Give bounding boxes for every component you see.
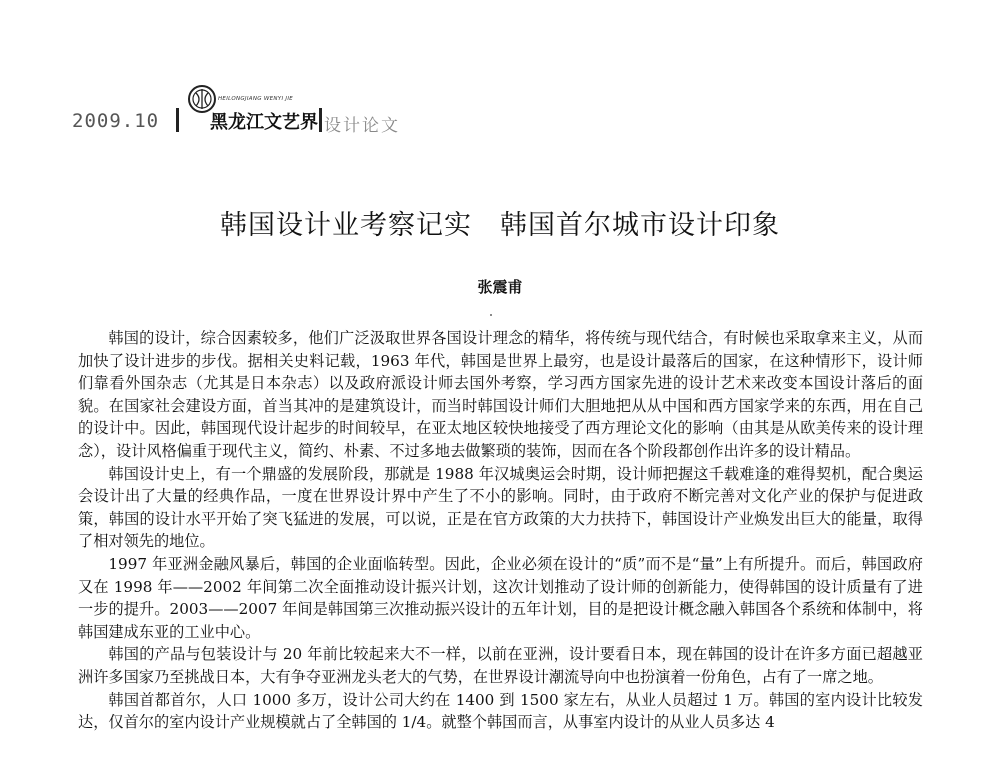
paragraph: 韩国的设计，综合因素较多，他们广泛汲取世界各国设计理念的精华，将传统与现代结合，有时候也采取拿来主义，从而加快了设计进步的步伐。据相关史料记载，1963 年代，韩国是世界上最穷，也是设计最落后的国家，在这种情形下，设计师们靠看外国杂志（尤其是日本杂志）以及政府派设计师去国外考察，学习西方国家先进的设计艺术来改变本国设计落后的面貌。在国家社会建设方面，首当其冲的是建筑设计，而当时韩国设计师们大胆地把从从中国和西方国家学来的东西，用在自己的设计中。因此，韩国现代设计起步的时间较早，在亚太地区较快地接受了西方理论文化的影响（由其是从欧美传来的设计理念），设计风格偏重于现代主义，简约、朴素、不过多地去做繁琐的装饰，因而在各个阶段都创作出许多的设计精品。 (78, 329, 923, 460)
paragraph: 韩国的产品与包装设计与 20 年前比较起来大不一样，以前在亚洲，设计要看日本，现在韩国的设计在许多方面已超越亚洲许多国家乃至挑战日本，大有争夺亚洲龙头老大的气势，在世界设计潮流导向中也扮演着一份角色，占有了一席之地。 (78, 645, 923, 686)
article-author: 张震甫 (477, 278, 523, 296)
paragraph: 韩国设计史上，有一个鼎盛的发展阶段，那就是 1988 年汉城奥运会时期，设计师把握这千载难逢的难得契机，配合奥运会设计出了大量的经典作品，一度在世界设计界中产生了不小的影响。同时，由于政府不断完善对文化产业的保护与促进政策，韩国的设计水平开始了突飞猛进的发展，可以说，正是在官方政策的大力扶持下，韩国设计产业焕发出巨大的能量，取得了相对领先的地位。 (78, 464, 923, 551)
separator-dot (490, 314, 492, 316)
paragraph: 韩国首都首尔，人口 1000 多万，设计公司大约在 1400 到 1500 家左右，从业人员超过 1 万。韩国的室内设计比较发达，仅首尔的室内设计产业规模就占了全韩国的 1/4。就整个韩国而言，从事室内设计的从业人员多达 4 (78, 690, 923, 732)
issue-code: 2009.10 (72, 110, 160, 132)
journal-header (72, 84, 492, 134)
article-body (78, 327, 923, 760)
header-divider (319, 108, 322, 132)
article-title: 韩国设计业考察记实 韩国首尔城市设计印象 (220, 210, 780, 241)
header-divider (176, 108, 179, 132)
journal-name: 黑龙江文艺界 (210, 112, 318, 133)
journal-name-en: HEILONGJIANG WENYI JIE (218, 96, 294, 102)
paragraph: 1997 年亚洲金融风暴后，韩国的企业面临转型。因此，企业必须在设计的“质”而不是“量”上有所提升。而后，韩国政府又在 1998 年——2002 年间第二次全面推动设计振兴计划，这次计划推动了设计师的创新能力，使得韩国的设计质量有了进一步的提升。2003——2007 年间是韩国第三次推动振兴设计的五年计划，目的是把设计概念融入韩国各个系统和体制中，将韩国建成东亚的工业中心。 (78, 554, 923, 641)
section-label: 设计论文 (324, 116, 400, 136)
